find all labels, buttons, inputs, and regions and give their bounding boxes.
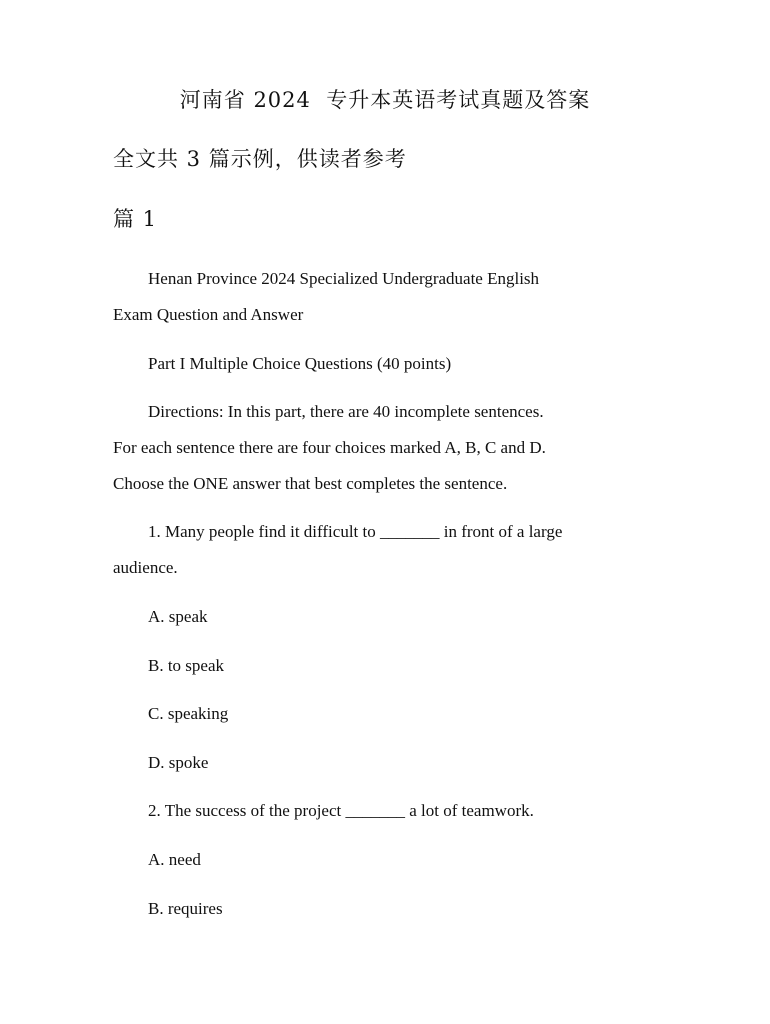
intro-line: Henan Province 2024 Specialized Undergraduate English — [148, 269, 540, 288]
answer-option: D. spoke — [148, 753, 209, 772]
question-stem: 1. Many people find it difficult to _______ in front of a large — [148, 522, 563, 541]
answer-option: B. to speak — [148, 656, 225, 675]
question-stem: 2. The success of the project _______ a lot of teamwork. — [148, 801, 534, 820]
intro-line: Exam Question and Answer — [113, 305, 304, 324]
directions-line: Choose the ONE answer that best completes the sentence. — [113, 474, 508, 493]
question-stem: audience. — [113, 558, 178, 577]
document-subtitle: 全文共 3 篇示例，供读者参考 — [113, 147, 407, 171]
answer-option: C. speaking — [148, 704, 229, 723]
part-heading: Part I Multiple Choice Questions (40 points) — [148, 354, 452, 373]
section-heading: 篇 1 — [113, 207, 158, 231]
answer-option: B. requires — [148, 899, 223, 918]
answer-option: A. need — [148, 850, 201, 869]
answer-option: A. speak — [148, 607, 208, 626]
directions-line: For each sentence there are four choices marked A, B, C and D. — [113, 438, 546, 457]
document-title: 河南省 2024 专升本英语考试真题及答案 — [179, 88, 591, 112]
directions-line: Directions: In this part, there are 40 incomplete sentences. — [148, 402, 544, 421]
